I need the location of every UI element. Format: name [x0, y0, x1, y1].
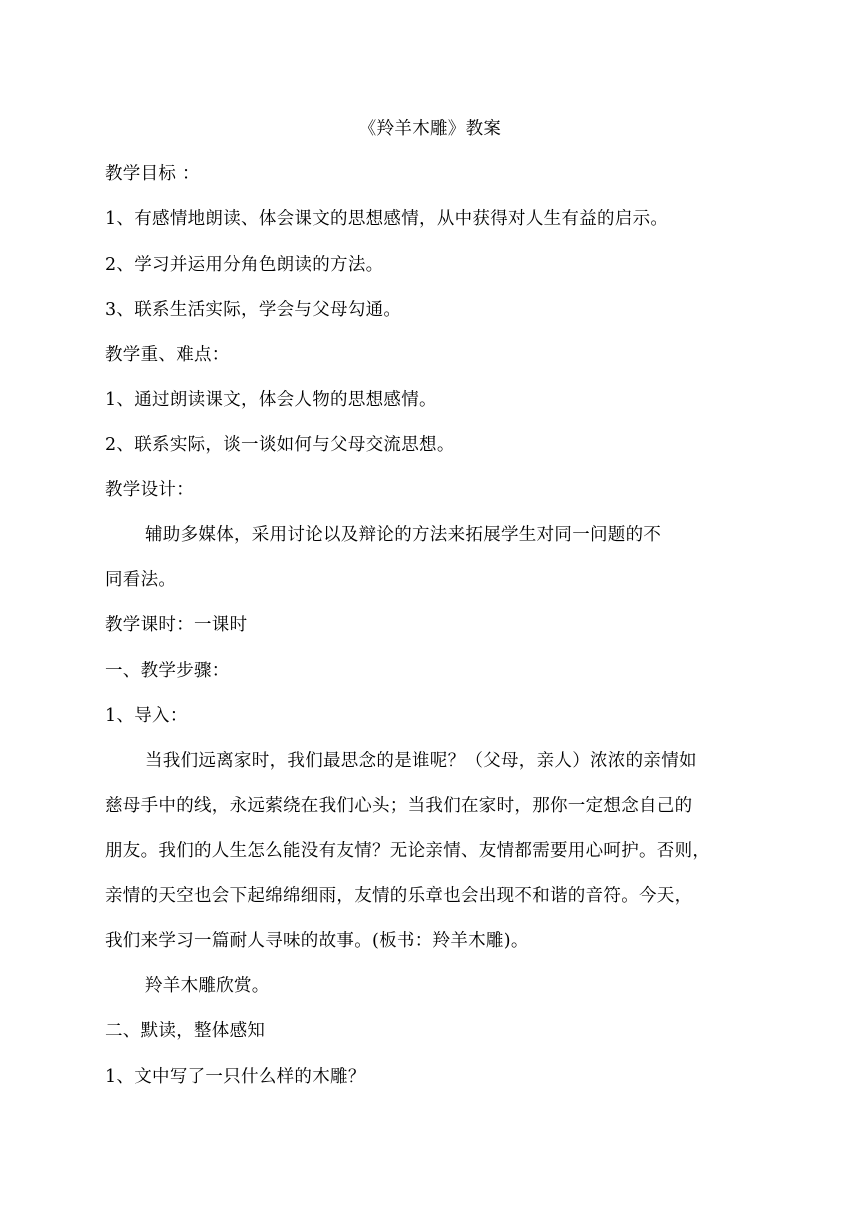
- design-paragraph-line-2: 同看法。: [105, 570, 177, 590]
- introduction-paragraph-line-4: 亲情的天空也会下起绵绵细雨，友情的乐章也会出现不和谐的音符。今天，: [105, 886, 693, 906]
- appreciation-line: 羚羊木雕欣赏。: [145, 976, 270, 996]
- introduction-paragraph-line-3: 朋友。我们的人生怎么能没有友情？无论亲情、友情都需要用心呵护。否则，: [105, 841, 711, 861]
- key-point-item-2: 2、联系实际，谈一谈如何与父母交流思想。: [105, 435, 455, 455]
- objective-item-3: 3、联系生活实际，学会与父母勾通。: [105, 300, 402, 320]
- section-heading-steps: 一、教学步骤：: [105, 661, 230, 681]
- introduction-paragraph-line-5: 我们来学习一篇耐人寻味的故事。(板书：羚羊木雕)。: [105, 931, 529, 951]
- step-heading-introduction: 1、导入：: [105, 706, 188, 726]
- section-heading-silent-reading: 二、默读，整体感知: [105, 1021, 266, 1041]
- objective-item-2: 2、学习并运用分角色朗读的方法。: [105, 255, 384, 275]
- document-title: 《羚羊木雕》教案: [358, 119, 502, 139]
- key-point-item-1: 1、通过朗读课文，体会人物的思想感情。: [105, 390, 437, 410]
- design-paragraph-line-1: 辅助多媒体，采用讨论以及辩论的方法来拓展学生对同一问题的不: [145, 525, 662, 545]
- question-item-1: 1、文中写了一只什么样的木雕？: [105, 1067, 366, 1087]
- section-heading-key-points: 教学重、难点：: [105, 345, 230, 365]
- class-hours-line: 教学课时：一课时: [105, 615, 248, 635]
- objective-item-1: 1、有感情地朗读、体会课文的思想感情，从中获得对人生有益的启示。: [105, 209, 669, 229]
- introduction-paragraph-line-2: 慈母手中的线，永远萦绕在我们心头；当我们在家时，那你一定想念自己的: [105, 796, 693, 816]
- section-heading-design: 教学设计：: [105, 480, 194, 500]
- introduction-paragraph-line-1: 当我们远离家时，我们最思念的是谁呢？（父母，亲人）浓浓的亲情如: [145, 751, 697, 771]
- section-heading-objectives: 教学目标 ：: [105, 164, 200, 184]
